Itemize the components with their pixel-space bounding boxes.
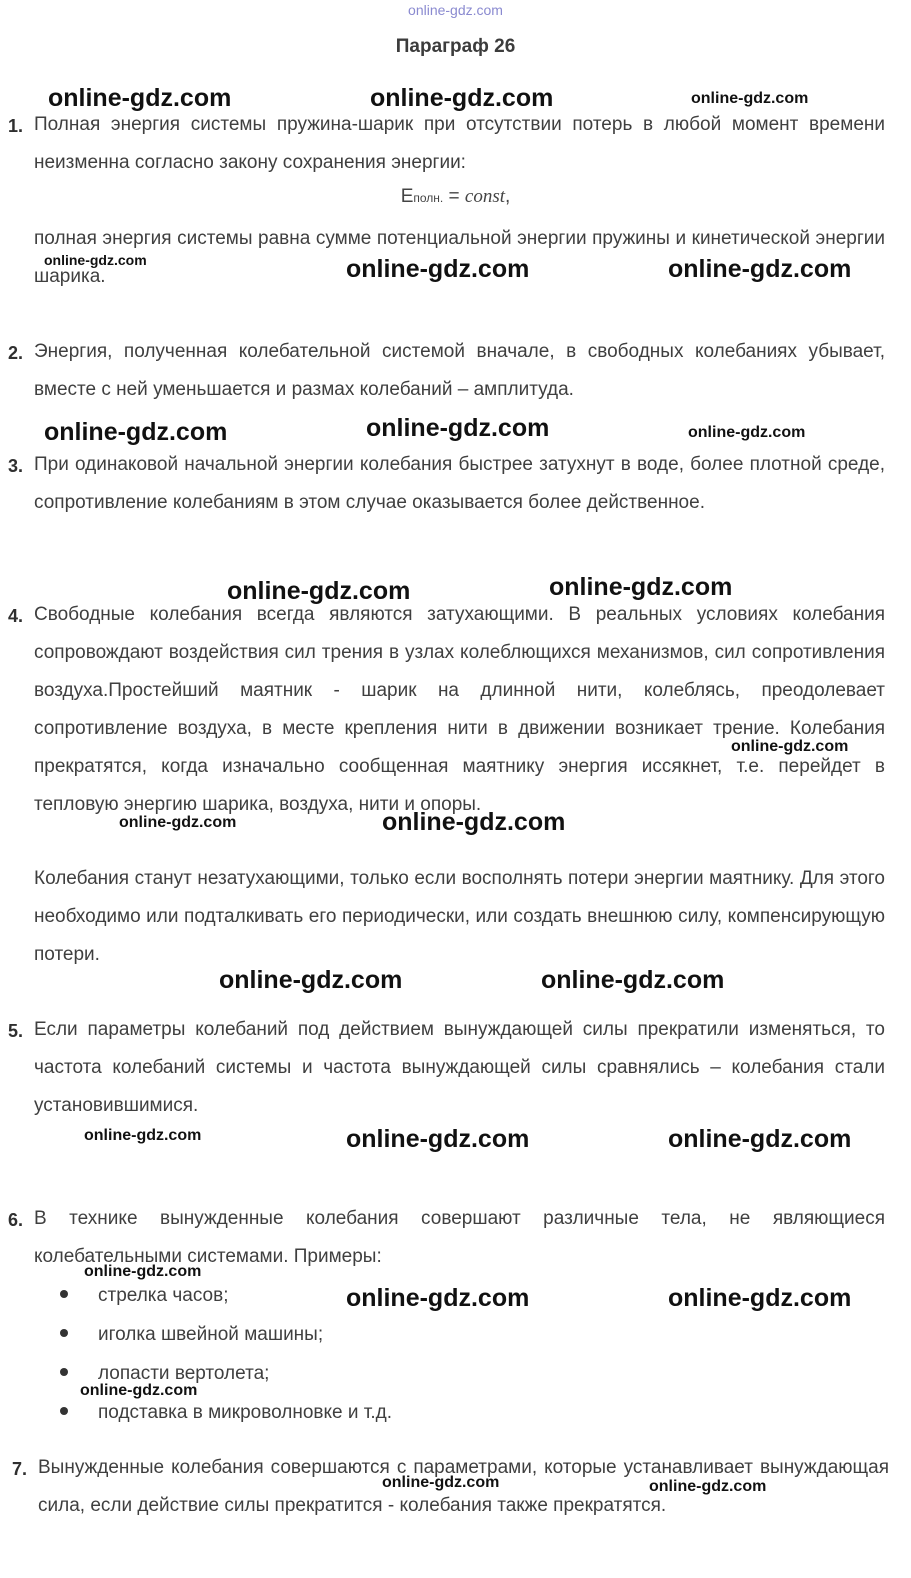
- watermark: online-gdz.com: [84, 1127, 202, 1144]
- item-number: 2.: [8, 343, 24, 363]
- item-text: При одинаковой начальной энергии колебания быстрее затухнут в воде, более плотной среде, сопротивление колебаниям в этом случае оказывается более действенное.: [34, 454, 885, 513]
- watermark: online-gdz.com: [731, 738, 849, 755]
- header-watermark: online-gdz.com: [408, 2, 503, 18]
- watermark: online-gdz.com: [382, 808, 566, 836]
- list-item: подставка в микроволновке и т.д.: [60, 1394, 660, 1433]
- item-text: Если параметры колебаний под действием вынуждающей силы прекратили изменяться, то частота колебаний системы и частота вынуждающей силы сравнялись – колебания стали установившимися.: [34, 1019, 885, 1116]
- item-text: полная энергия системы равна сумме потенциальной энергии пружины и кинетической энергии шарика.: [34, 228, 885, 287]
- watermark: online-gdz.com: [346, 1125, 530, 1153]
- list-item: лопасти вертолета;: [60, 1355, 660, 1394]
- watermark: online-gdz.com: [346, 1284, 530, 1312]
- watermark: online-gdz.com: [44, 252, 147, 268]
- watermark: online-gdz.com: [48, 84, 232, 112]
- item-number: 6.: [8, 1210, 24, 1230]
- bullet-icon: [60, 1329, 68, 1337]
- equation-subscript: полн.: [413, 191, 444, 205]
- list-item: стрелка часов;: [60, 1277, 660, 1316]
- equation-const: const: [464, 186, 506, 207]
- watermark: online-gdz.com: [346, 255, 530, 283]
- item-number: 7.: [12, 1459, 28, 1479]
- item-number: 4.: [8, 606, 24, 626]
- watermark: online-gdz.com: [541, 966, 725, 994]
- watermark: online-gdz.com: [549, 573, 733, 601]
- watermark: online-gdz.com: [227, 577, 411, 605]
- item-number: 1.: [8, 116, 24, 136]
- watermark: online-gdz.com: [370, 84, 554, 112]
- item-text: Энергия, полученная колебательной системой вначале, в свободных колебаниях убывает, вместе с ней уменьшается и размах колебаний – амплитуда.: [34, 341, 885, 400]
- bullet-icon: [60, 1368, 68, 1376]
- watermark: online-gdz.com: [668, 1125, 852, 1153]
- equation-tail: ,: [505, 186, 511, 207]
- page-title: Параграф 26: [395, 36, 516, 57]
- item-text: В технике вынужденные колебания совершают различные тела, не являющиеся колебательными системами. Примеры:: [34, 1208, 885, 1267]
- watermark: online-gdz.com: [691, 90, 809, 107]
- watermark: online-gdz.com: [668, 1284, 852, 1312]
- watermark: online-gdz.com: [84, 1263, 202, 1280]
- equation-symbol: E: [400, 186, 414, 207]
- item-number: 5.: [8, 1021, 24, 1041]
- watermark: online-gdz.com: [668, 255, 852, 283]
- item-number: 3.: [8, 456, 24, 476]
- item-text: Свободные колебания всегда являются затухающими. В реальных условиях колебания сопровождают воздействия сил трения в узлах колеблющихся механизмов, сил сопротивления воздуха.Простейший маятник - шарик на длинной нити, колеблясь, преодолевает сопротивление воздуха, в месте крепления нити в движении возникает трение. Колебания прекратятся, когда изначально сообщенная маятнику энергия иссякнет, т.е. перейдет в тепловую энергию шарика, воздуха, нити и опоры.: [34, 604, 885, 815]
- watermark: online-gdz.com: [366, 414, 550, 442]
- watermark: online-gdz.com: [382, 1474, 500, 1491]
- item-text: Колебания станут незатухающими, только если восполнять потери энергии маятнику. Для этого необходимо или подталкивать его периодически, или создать внешнюю силу, компенсирующую потери.: [34, 868, 885, 965]
- watermark: online-gdz.com: [219, 966, 403, 994]
- watermark: online-gdz.com: [688, 424, 806, 441]
- bullet-icon: [60, 1407, 68, 1415]
- bullet-icon: [60, 1290, 68, 1298]
- item-text: Полная энергия системы пружина-шарик при отсутствии потерь в любой момент времени неизменна согласно закону сохранения энергии:: [34, 114, 885, 173]
- energy-equation: [0, 186, 911, 208]
- list-item: иголка швейной машины;: [60, 1316, 660, 1355]
- item-text: Вынужденные колебания совершаются с параметрами, которые устанавливает вынуждающая сила, если действие силы прекратится - колебания также прекратятся.: [38, 1457, 889, 1516]
- watermark: online-gdz.com: [119, 814, 237, 831]
- watermark: online-gdz.com: [80, 1382, 198, 1399]
- watermark: online-gdz.com: [649, 1478, 767, 1495]
- watermark: online-gdz.com: [44, 418, 228, 446]
- equation-equals: =: [443, 186, 465, 207]
